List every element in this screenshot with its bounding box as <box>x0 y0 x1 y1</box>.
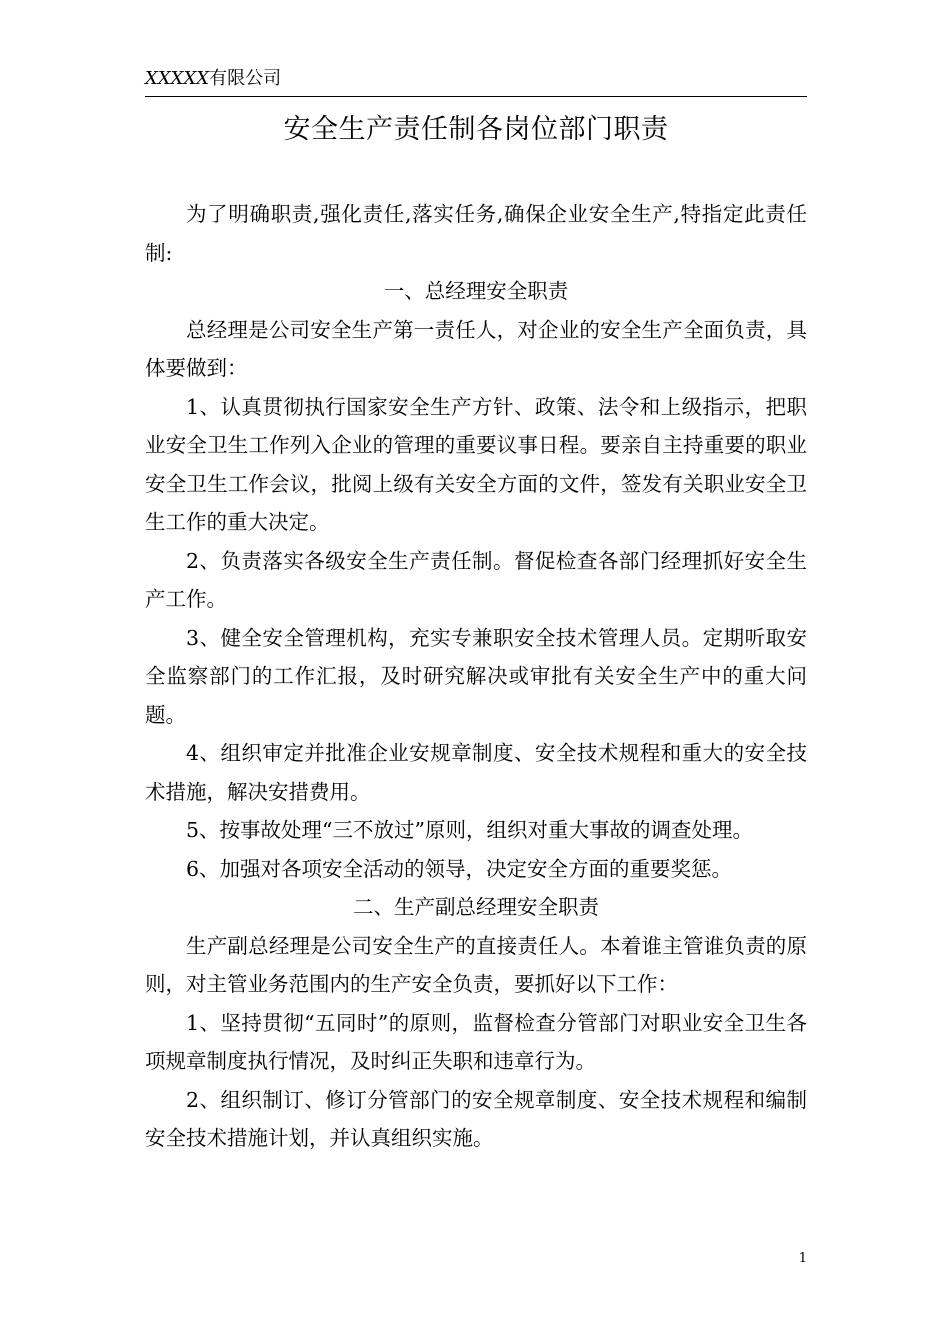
body-paragraph: 3、健全安全管理机构，充实专兼职安全技术管理人员。定期听取安全监察部门的工作汇报，及时研究解决或审批有关安全生产中的重大问题。 <box>145 625 807 727</box>
body-paragraph: 2、组织制订、修订分管部门的安全规章制度、安全技术规程和编制安全技术措施计划，并认真组织实施。 <box>145 1087 807 1150</box>
body-paragraph: 4、组织审定并批准企业安规章制度、安全技术规程和重大的安全技术措施，解决安措费用。 <box>145 741 807 804</box>
company-name-prefix: XXXXX <box>145 68 210 89</box>
body-paragraph: 生产副总经理是公司安全生产的直接责任人。本着谁主管谁负责的原则，对主管业务范围内的生产安全负责，要抓好以下工作： <box>145 933 807 996</box>
body-paragraph: 6、加强对各项安全活动的领导，决定安全方面的重要奖惩。 <box>186 856 733 881</box>
page-number: 1 <box>798 1251 807 1266</box>
section-heading-deputy-manager: 二、生产副总经理安全职责 <box>353 895 599 919</box>
body-paragraph: 1、坚持贯彻“五同时”的原则，监督检查分管部门对职业安全卫生各项规章制度执行情况，及时纠正失职和违章行为。 <box>145 1010 807 1073</box>
body-paragraph: 2、负责落实各级安全生产责任制。督促检查各部门经理抓好安全生产工作。 <box>145 548 807 611</box>
company-name-suffix: 有限公司 <box>209 68 282 89</box>
document-body <box>145 195 807 1158</box>
body-paragraph: 5、按事故处理“三不放过”原则，组织对重大事故的调查处理。 <box>186 818 754 842</box>
body-paragraph: 1、认真贯彻执行国家安全生产方针、政策、法令和上级指示，把职业安全卫生工作列入企业的管理的重要议事日程。要亲自主持重要的职业安全卫生工作会议，批阅上级有关安全方面的文件，签发有关职业安全卫生工作的重大决定。 <box>145 394 807 534</box>
page-header <box>145 66 807 97</box>
section-heading-general-manager: 一、总经理安全职责 <box>383 279 569 303</box>
body-paragraph: 总经理是公司安全生产第一责任人，对企业的安全生产全面负责，具体要做到： <box>145 317 807 380</box>
document-title: 安全生产责任制各岗位部门职责 <box>283 114 669 145</box>
intro-paragraph: 为了明确职责,强化责任,落实任务,确保企业安全生产,特指定此责任制: <box>145 202 807 265</box>
